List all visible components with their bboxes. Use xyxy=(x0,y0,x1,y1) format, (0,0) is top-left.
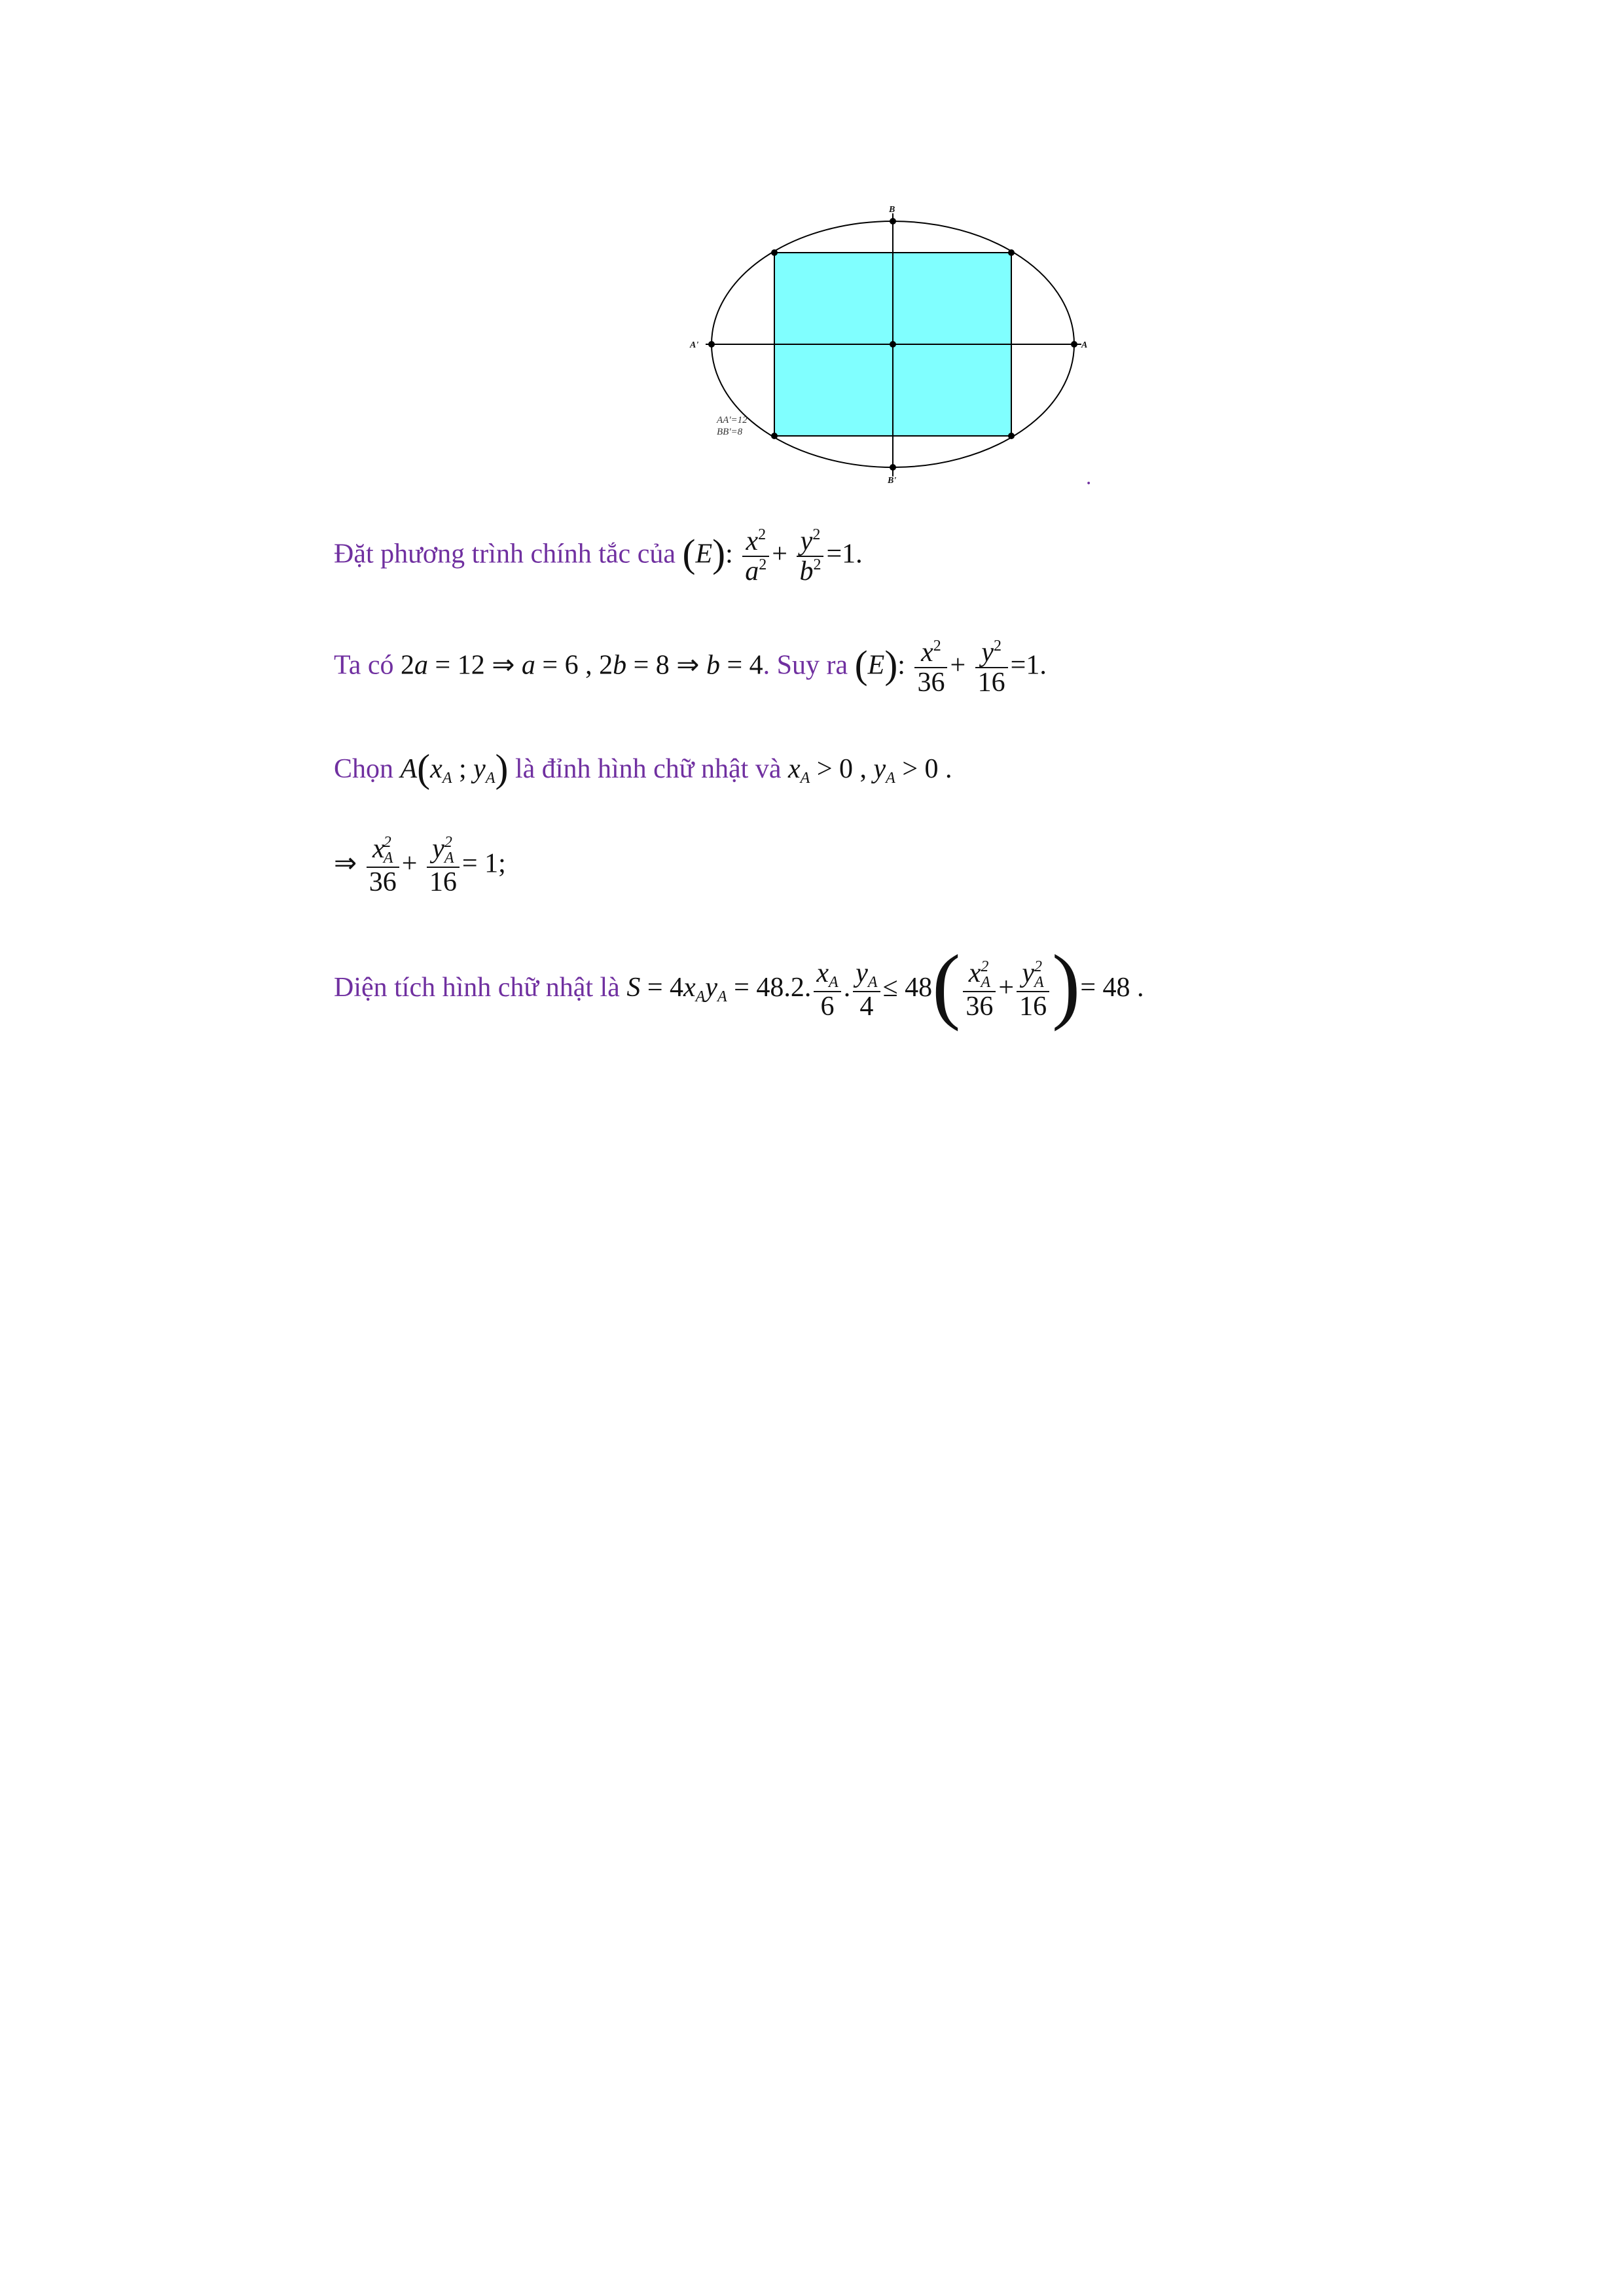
ellipse-figure xyxy=(668,196,1139,497)
label-a-prime: A' xyxy=(690,340,699,350)
note-bb: BB'=8 xyxy=(717,427,743,437)
line2-prefix: Ta có xyxy=(334,650,394,681)
line-area: Diện tích hình chữ nhật là $S = 4x_Ay_A = 48.2$. $\frac{x_A}{6}$ . $\frac{y_A}{4}$ ≤ 48( $\frac{x^2_A}{36}$ + $\frac{y^2_A}{16}$ )= 48 . xyxy=(334,938,1144,1032)
line-choose-vertex: Chọn $A(x_A$ ; $y_A$) là đỉnh hình chữ nhật và $x_A > 0$ , $y_A > 0$ . xyxy=(334,747,952,790)
label-a: A xyxy=(1081,340,1088,350)
line1-text: Đặt phương trình chính tắc của xyxy=(334,539,676,569)
line-ellipse-equation: Đặt phương trình chính tắc của (E): $\frac{x^2}{a^2}$ + $\frac{y^2}{b^2}$ =1. xyxy=(334,526,863,587)
line-vertex-on-ellipse: ⇒ $\frac{x^2_A}{36}$ + $\frac{y^2_A}{16}$ = 1; xyxy=(334,834,506,898)
label-b-prime: B' xyxy=(888,476,897,486)
line-solve-ab: Ta có 2a = 12 ⇒ a = 6 , 2b = 8 ⇒ b = 4. Suy ra (E): $\frac{x^2}{36}$ + $\frac{y^2}{16}$ =1. xyxy=(334,637,1047,698)
note-aa: AA'=12 xyxy=(717,415,748,425)
line5-prefix: Diện tích hình chữ nhật là xyxy=(334,973,620,1003)
label-b: B xyxy=(889,205,895,215)
line3-prefix: Chọn xyxy=(334,754,394,784)
trailing-dot: . xyxy=(1087,471,1091,488)
line2-mid: . Suy ra xyxy=(763,650,848,681)
line3-mid: là đỉnh hình chữ nhật và xyxy=(514,754,782,784)
